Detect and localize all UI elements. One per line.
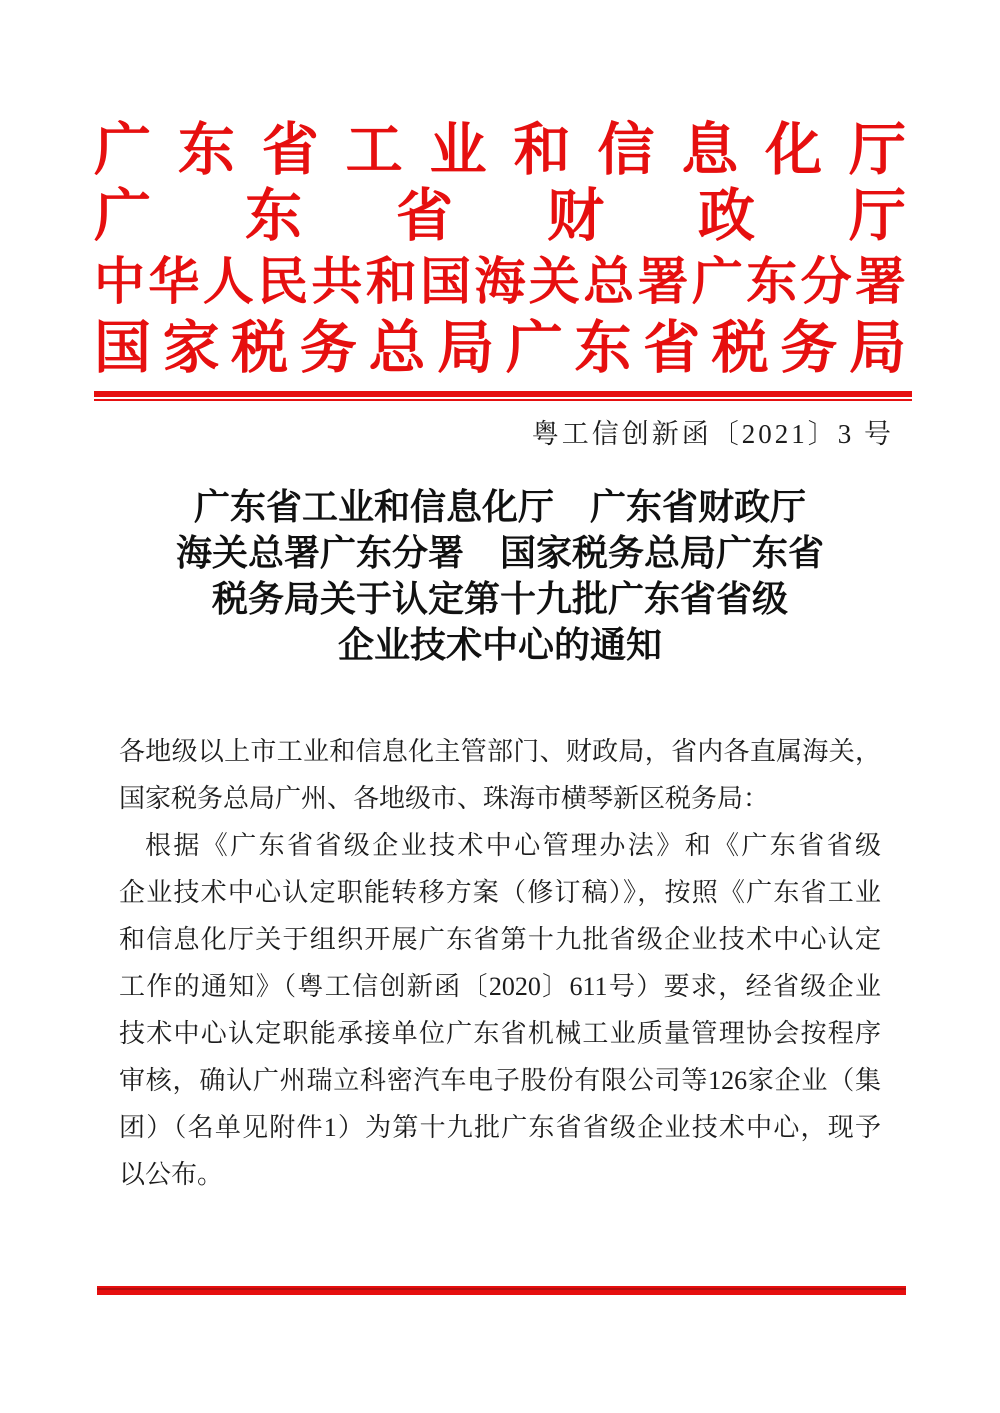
document-title [0, 484, 1000, 668]
body-line: 国家税务总局广州、各地级市、珠海市横琴新区税务局： [119, 784, 770, 813]
body-line: 根据《广东省省级企业技术中心管理办法》和《广东省省级 [145, 831, 881, 860]
letterhead [94, 118, 906, 382]
body-line: 审核，确认广州瑞立科密汽车电子股份有限公司等126家企业（集 [119, 1066, 881, 1095]
letterhead-separator-rule [94, 391, 912, 401]
separator-thin-line [94, 399, 912, 401]
document-body [119, 728, 881, 1198]
title-line-1: 广东省工业和信息化厅 广东省财政厅 [193, 487, 806, 527]
letterhead-line-2: 广东省财政厅 [94, 185, 906, 248]
letterhead-line-1: 广东省工业和信息化厅 [94, 119, 906, 182]
body-line: 团）（名单见附件1）为第十九批广东省省级企业技术中心，现予 [119, 1113, 881, 1142]
body-line: 工作的通知》（粤工信创新函〔2020〕611号）要求，经省级企业 [119, 972, 881, 1001]
body-line: 以公布。 [119, 1160, 224, 1189]
body-line: 技术中心认定职能承接单位广东省机械工业质量管理协会按程序 [119, 1019, 881, 1048]
title-line-2: 海关总署广东分署 国家税务总局广东省 [175, 533, 824, 573]
title-line-3: 税务局关于认定第十九批广东省省级 [211, 579, 788, 619]
footer-rule [97, 1286, 906, 1295]
letterhead-line-4: 国家税务总局广东省税务局 [94, 317, 906, 380]
document-number: 粤工信创新函〔2021〕3 号 [531, 419, 894, 449]
letterhead-line-3: 中华人民共和国海关总署广东分署 [94, 255, 906, 311]
body-line: 和信息化厅关于组织开展广东省第十九批省级企业技术中心认定 [119, 925, 881, 954]
title-line-4: 企业技术中心的通知 [337, 625, 662, 665]
body-line: 各地级以上市工业和信息化主管部门、财政局，省内各直属海关， [119, 737, 881, 766]
body-line: 企业技术中心认定职能转移方案（修订稿）》，按照《广东省工业 [119, 878, 881, 907]
